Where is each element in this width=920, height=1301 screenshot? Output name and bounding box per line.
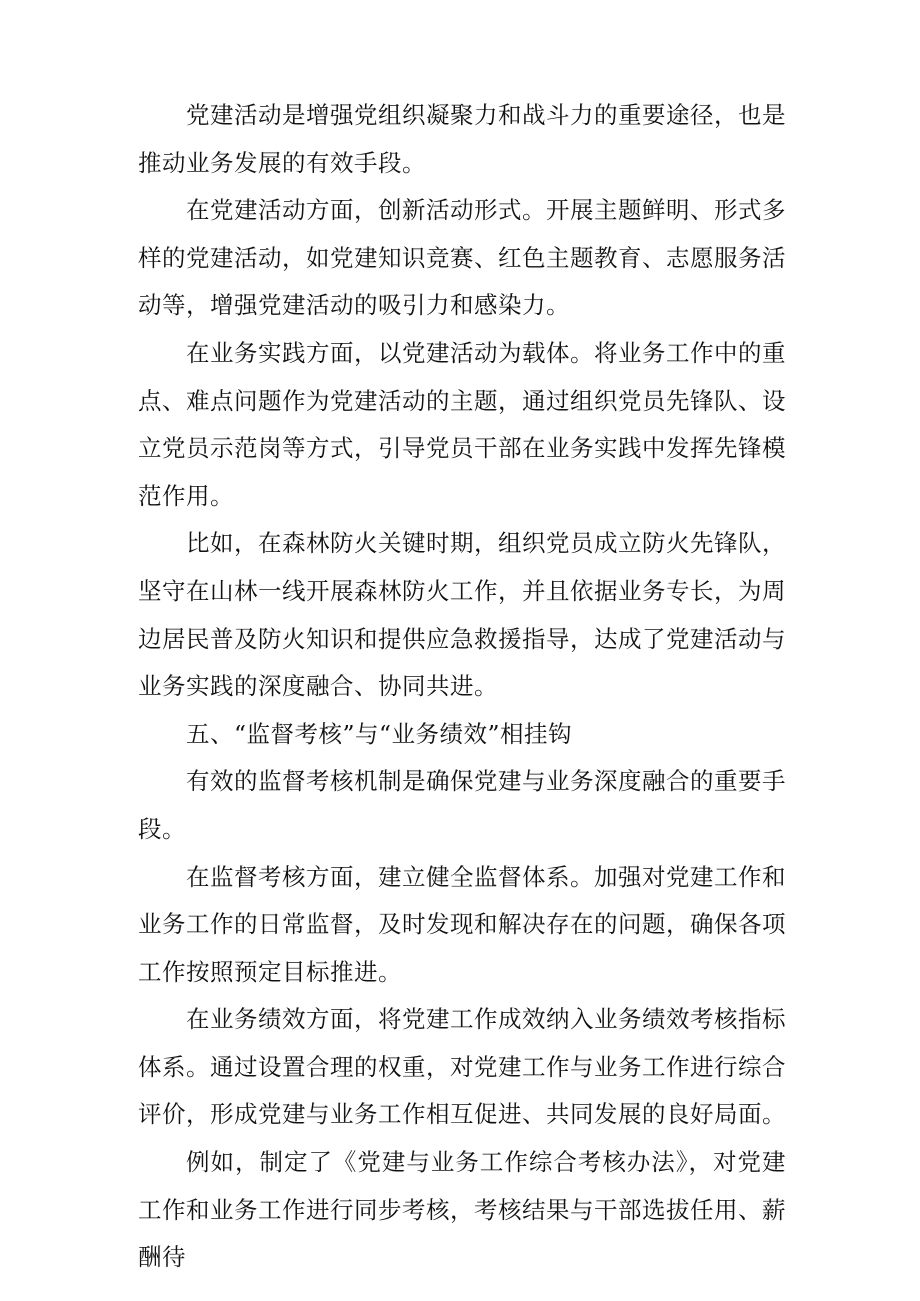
paragraph: 在业务实践方面，以党建活动为载体。将业务工作中的重点、难点问题作为党建活动的主题，通过组织党员先锋队、设立党员示范岗等方式，引导党员干部在业务实践中发挥先锋模范作用。 <box>138 338 786 510</box>
paragraph: 在业务绩效方面，将党建工作成效纳入业务绩效考核指标体系。通过设置合理的权重，对党建工作与业务工作进行综合评价，形成党建与业务工作相互促进、共同发展的良好局面。 <box>138 1005 786 1129</box>
paragraph: 有效的监督考核机制是确保党建与业务深度融合的重要手段。 <box>138 767 786 843</box>
document-body <box>138 92 786 1282</box>
paragraph: 在监督考核方面，建立健全监督体系。加强对党建工作和业务工作的日常监督，及时发现和解决存在的问题，确保各项工作按照预定目标推进。 <box>138 862 786 986</box>
paragraph: 例如，制定了《党建与业务工作综合考核办法》，对党建工作和业务工作进行同步考核，考核结果与干部选拔任用、薪酬待 <box>138 1148 786 1272</box>
paragraph: 比如，在森林防火关键时期，组织党员成立防火先锋队，坚守在山林一线开展森林防火工作，并且依据业务专长，为周边居民普及防火知识和提供应急救援指导，达成了党建活动与业务实践的深度融合、协同共进。 <box>138 529 786 701</box>
paragraph: 在党建活动方面，创新活动形式。开展主题鲜明、形式多样的党建活动，如党建知识竞赛、红色主题教育、志愿服务活动等，增强党建活动的吸引力和感染力。 <box>138 196 786 320</box>
section-heading: 五、“监督考核”与“业务绩效”相挂钩 <box>186 719 573 748</box>
paragraph: 党建活动是增强党组织凝聚力和战斗力的重要途径，也是推动业务发展的有效手段。 <box>138 101 786 177</box>
